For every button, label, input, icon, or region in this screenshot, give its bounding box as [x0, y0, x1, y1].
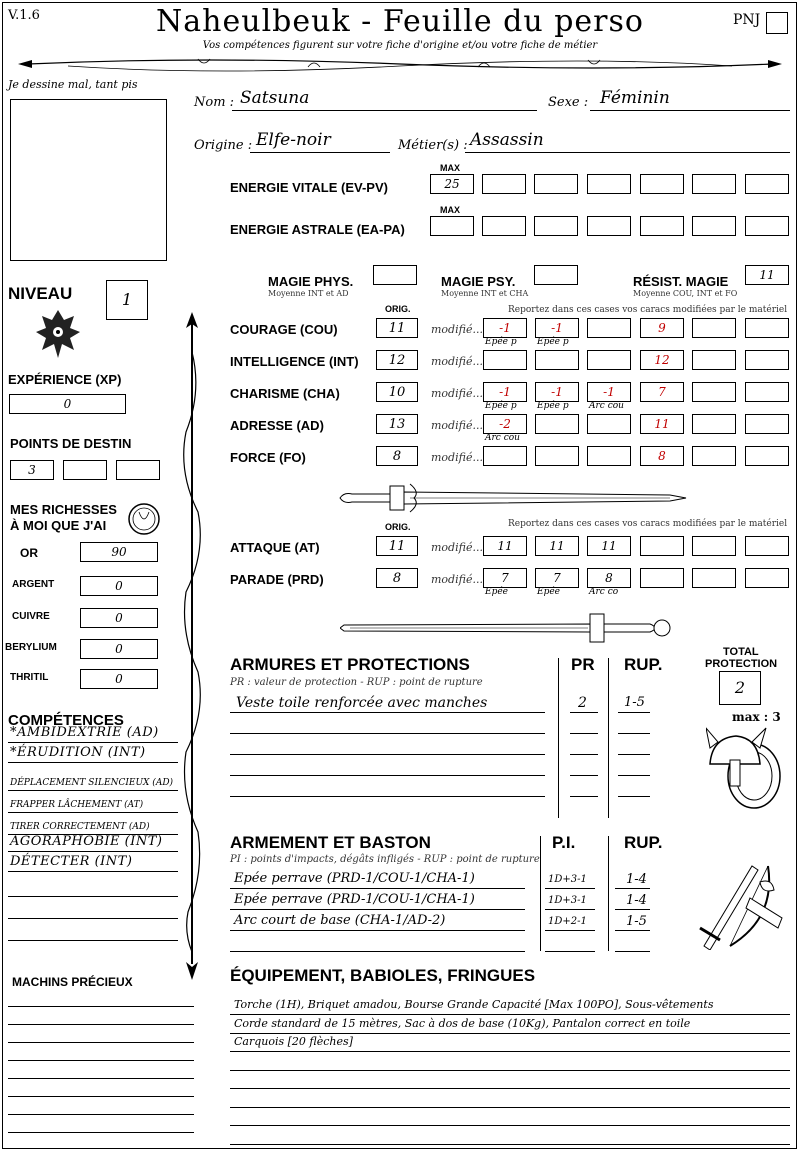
combat-modifie-label: modifié... — [431, 541, 483, 554]
competence-line — [8, 896, 178, 897]
max-label-ea: MAX — [440, 205, 460, 215]
caracs-orig-box[interactable]: 8 — [376, 446, 418, 466]
caracs-modifie-label: modifié... — [431, 355, 483, 368]
armures-col-rup: RUP. — [624, 655, 663, 674]
armures-divider-2 — [608, 658, 609, 818]
equipement-text[interactable]: Torche (1H), Briquet amadou, Bourse Grande Capacité [Max 100PO], Sous-vêtements — [234, 998, 714, 1011]
armure-pr-line — [570, 796, 598, 797]
caracs-mod-note: Epée p — [485, 401, 517, 411]
equipement-line — [230, 1144, 790, 1145]
nom-line — [232, 110, 537, 111]
caracs-mod-box[interactable] — [535, 414, 579, 434]
caracs-orig-box[interactable]: 11 — [376, 318, 418, 338]
caracs-orig-box[interactable]: 13 — [376, 414, 418, 434]
armement-divider-1 — [540, 836, 541, 951]
armement-rup[interactable]: 1-5 — [626, 914, 647, 929]
combat-mod-box[interactable] — [745, 536, 789, 556]
combat-orig-box[interactable]: 11 — [376, 536, 418, 556]
ev-box-5[interactable] — [640, 174, 684, 194]
caracs-mod-box[interactable] — [483, 446, 527, 466]
machin-line — [8, 1042, 194, 1043]
ev-box-6[interactable] — [692, 174, 736, 194]
total-protection-box[interactable]: 2 — [719, 671, 761, 705]
machin-line — [8, 1114, 194, 1115]
portrait-box[interactable] — [10, 99, 167, 261]
equipement-line — [230, 1070, 790, 1071]
helmet-shield-icon — [706, 724, 786, 810]
armement-divider-2 — [608, 836, 609, 951]
caracs-mod-box[interactable] — [692, 414, 736, 434]
armement-rup-line — [615, 888, 650, 889]
argent-label: ARGENT — [12, 579, 55, 590]
armement-pi-line — [545, 930, 595, 931]
nom-label: Nom : — [194, 95, 235, 110]
caracs-label: FORCE (FO) — [230, 450, 306, 465]
armement-name[interactable]: Epée perrave (PRD-1/COU-1/CHA-1) — [234, 871, 475, 886]
metier-line — [465, 152, 790, 153]
competence-item[interactable]: DÉPLACEMENT SILENCIEUX (AD) — [10, 778, 174, 788]
metier-value[interactable]: Assassin — [470, 130, 544, 150]
competence-line — [8, 918, 178, 919]
competence-item[interactable]: *ÉRUDITION (INT) — [10, 745, 146, 760]
carac-orig-label: ORIG. — [385, 304, 411, 314]
armement-pi[interactable]: 1D+2-1 — [548, 916, 587, 927]
thritil-label: THRITIL — [10, 672, 49, 683]
ev-label: ENERGIE VITALE (EV-PV) — [230, 180, 388, 195]
portrait-caption: Je dessine mal, tant pis — [8, 78, 138, 91]
caracs-modifie-label: modifié... — [431, 451, 483, 464]
caracs-label: INTELLIGENCE (INT) — [230, 354, 359, 369]
competence-line — [8, 790, 178, 791]
sheet-title: Naheulbeuk - Feuille du perso — [156, 4, 644, 39]
armure-rup-line — [618, 733, 650, 734]
combat-mod-box[interactable] — [692, 536, 736, 556]
sexe-label: Sexe : — [548, 95, 589, 110]
max-label-ev: MAX — [440, 163, 460, 173]
caracs-mod-box[interactable] — [587, 318, 631, 338]
max-protection-label: max : 3 — [732, 710, 781, 724]
caracs-mod-box[interactable] — [692, 382, 736, 402]
competence-item[interactable]: AGORAPHOBIE (INT) — [10, 834, 163, 849]
armure-rup[interactable]: 1-5 — [624, 695, 645, 710]
armure-rup-line — [618, 775, 650, 776]
combat-orig-label: ORIG. — [385, 522, 411, 532]
destin-label: POINTS DE DESTIN — [10, 436, 132, 451]
machin-line — [8, 1024, 194, 1025]
caracs-mod-box[interactable]: 9 — [640, 318, 684, 338]
armement-rup[interactable]: 1-4 — [626, 893, 647, 908]
armures-sub: PR : valeur de protection - RUP : point de rupture — [230, 677, 483, 688]
header-flourish — [8, 52, 792, 78]
caracs-mod-box[interactable] — [587, 350, 631, 370]
carac-note: Reportez dans ces cases vos caracs modifiées par le matériel — [508, 305, 788, 315]
coin-icon — [127, 502, 161, 536]
competence-item[interactable]: *AMBIDEXTRIE (AD) — [10, 725, 159, 740]
destin-box-1[interactable]: 3 — [10, 460, 54, 480]
combat-label: PARADE (PRD) — [230, 572, 324, 587]
caracs-mod-box[interactable] — [587, 446, 631, 466]
armure-line — [230, 796, 545, 797]
caracs-mod-box[interactable]: -2 — [483, 414, 527, 434]
combat-mod-box[interactable] — [745, 568, 789, 588]
caracs-mod-note: Epée p — [537, 337, 569, 347]
magie-phys-box[interactable] — [373, 265, 417, 285]
resist-magie-sub: Moyenne COU, INT et FO — [633, 289, 738, 298]
weapons-icon — [690, 858, 786, 950]
combat-label: ATTAQUE (AT) — [230, 540, 320, 555]
competence-line — [8, 762, 178, 763]
caracs-mod-box[interactable]: -1 — [483, 318, 527, 338]
combat-mod-box[interactable]: 8 — [587, 568, 631, 588]
caracs-mod-box[interactable]: -1 — [483, 382, 527, 402]
competence-item[interactable]: FRAPPER LÂCHEMENT (AT) — [10, 800, 144, 810]
argent-box[interactable]: 0 — [80, 576, 158, 596]
pnj-label: PNJ — [733, 12, 761, 28]
combat-mod-box[interactable]: 11 — [587, 536, 631, 556]
armure-pr-line — [570, 733, 598, 734]
caracs-mod-box[interactable] — [692, 318, 736, 338]
caracs-mod-box[interactable]: 12 — [640, 350, 684, 370]
caracs-modifie-label: modifié... — [431, 323, 483, 336]
origine-line — [250, 152, 390, 153]
ea-label: ENERGIE ASTRALE (EA-PA) — [230, 222, 405, 237]
armure-pr-line — [570, 754, 598, 755]
armure-pr-line — [570, 712, 598, 713]
combat-mod-box[interactable]: 7 — [535, 568, 579, 588]
combat-orig-box[interactable]: 8 — [376, 568, 418, 588]
ea-box-2[interactable] — [482, 216, 526, 236]
caracs-mod-box[interactable]: 8 — [640, 446, 684, 466]
caracs-orig-box[interactable]: 12 — [376, 350, 418, 370]
armement-pi-line — [545, 951, 595, 952]
ea-box-5[interactable] — [640, 216, 684, 236]
ev-box-2[interactable] — [482, 174, 526, 194]
armure-pr-line — [570, 775, 598, 776]
total-protection-label-1: TOTAL — [723, 646, 759, 658]
armement-name[interactable]: Epée perrave (PRD-1/COU-1/CHA-1) — [234, 892, 475, 907]
competence-item[interactable]: DÉTECTER (INT) — [10, 854, 133, 869]
ev-box-7[interactable] — [745, 174, 789, 194]
caracs-mod-box[interactable]: 11 — [640, 414, 684, 434]
caracs-mod-box[interactable] — [692, 350, 736, 370]
caracs-mod-box[interactable] — [745, 350, 789, 370]
ev-max-box[interactable]: 25 — [430, 174, 474, 194]
cuivre-label: CUIVRE — [12, 611, 50, 622]
ea-box-3[interactable] — [534, 216, 578, 236]
magie-psy-sub: Moyenne INT et CHA — [441, 289, 529, 298]
caracs-label: COURAGE (COU) — [230, 322, 338, 337]
armures-title: ARMURES ET PROTECTIONS — [230, 655, 470, 674]
caracs-modifie-label: modifié... — [431, 387, 483, 400]
competence-line — [8, 940, 178, 941]
experience-label: EXPÉRIENCE (XP) — [8, 372, 122, 387]
armures-divider-1 — [558, 658, 559, 818]
destin-box-3[interactable] — [116, 460, 160, 480]
ea-box-4[interactable] — [587, 216, 631, 236]
armure-pr[interactable]: 2 — [578, 695, 587, 711]
pnj-checkbox[interactable] — [766, 12, 788, 34]
caracs-mod-box[interactable] — [745, 414, 789, 434]
armement-pi[interactable]: 1D+3-1 — [548, 874, 587, 885]
niveau-box[interactable]: 1 — [106, 280, 148, 320]
armement-title: ARMEMENT ET BASTON — [230, 833, 431, 852]
combat-mod-box[interactable]: 7 — [483, 568, 527, 588]
sword-ornament-1 — [330, 480, 690, 516]
magie-psy-label: MAGIE PSY. — [441, 274, 516, 289]
caracs-mod-box[interactable] — [745, 382, 789, 402]
armure-line — [230, 754, 545, 755]
spear-ornament — [180, 312, 204, 980]
metier-label: Métier(s) : — [398, 138, 468, 153]
cuivre-box[interactable]: 0 — [80, 608, 158, 628]
dragon-icon — [34, 306, 82, 362]
origine-value[interactable]: Elfe-noir — [256, 130, 331, 150]
combat-mod-box[interactable]: 11 — [483, 536, 527, 556]
machin-line — [8, 1060, 194, 1061]
armure-rup-line — [618, 712, 650, 713]
caracs-orig-box[interactable]: 10 — [376, 382, 418, 402]
armement-col-rup: RUP. — [624, 833, 663, 852]
competence-line — [8, 871, 178, 872]
machin-line — [8, 1096, 194, 1097]
caracs-mod-box[interactable] — [535, 446, 579, 466]
armement-rup[interactable]: 1-4 — [626, 872, 647, 887]
caracs-mod-box[interactable] — [483, 350, 527, 370]
caracs-label: ADRESSE (AD) — [230, 418, 324, 433]
sexe-line — [590, 110, 790, 111]
caracs-mod-box[interactable] — [692, 446, 736, 466]
machin-line — [8, 1078, 194, 1079]
caracs-mod-note: Epée p — [537, 401, 569, 411]
combat-modifie-label: modifié... — [431, 573, 483, 586]
equipement-line — [230, 1125, 790, 1126]
richesses-label-1: MES RICHESSES — [10, 502, 117, 517]
armement-line — [230, 930, 525, 931]
niveau-label: NIVEAU — [8, 284, 73, 303]
combat-mod-note: Epée — [485, 587, 508, 597]
caracs-mod-note: Arc cou — [589, 401, 624, 411]
caracs-label: CHARISME (CHA) — [230, 386, 340, 401]
magie-phys-label: MAGIE PHYS. — [268, 274, 354, 289]
competence-line — [8, 851, 178, 852]
sword-ornament-2 — [340, 610, 680, 646]
equipement-line — [230, 1051, 790, 1052]
caracs-mod-box[interactable] — [535, 350, 579, 370]
or-box[interactable]: 90 — [80, 542, 158, 562]
sheet-subtitle: Vos compétences figurent sur votre fiche d'origine et/ou votre fiche de métier — [202, 40, 598, 51]
version-label: V.1.6 — [8, 8, 40, 23]
magie-psy-box[interactable] — [534, 265, 578, 285]
combat-note: Reportez dans ces cases vos caracs modifiées par le matériel — [508, 519, 788, 529]
caracs-mod-box[interactable]: -1 — [587, 382, 631, 402]
competences-label: COMPÉTENCES — [8, 712, 124, 729]
equipement-text[interactable]: Corde standard de 15 mètres, Sac à dos de base (10Kg), Pantalon correct en toile — [234, 1016, 691, 1030]
or-label: OR — [20, 546, 38, 560]
equipement-line — [230, 1107, 790, 1108]
destin-box-2[interactable] — [63, 460, 107, 480]
ev-box-3[interactable] — [534, 174, 578, 194]
armement-pi-line — [545, 909, 595, 910]
armure-rup-line — [618, 754, 650, 755]
caracs-modifie-label: modifié... — [431, 419, 483, 432]
equipement-line — [230, 1088, 790, 1089]
berylium-label: BERYLIUM — [5, 642, 57, 653]
caracs-mod-box[interactable] — [745, 318, 789, 338]
caracs-mod-box[interactable]: 7 — [640, 382, 684, 402]
ea-box-7[interactable] — [745, 216, 789, 236]
ev-box-4[interactable] — [587, 174, 631, 194]
armure-line — [230, 775, 545, 776]
origine-label: Origine : — [194, 138, 253, 153]
competence-item[interactable]: TIRER CORRECTEMENT (AD) — [10, 822, 150, 832]
competence-line — [8, 812, 178, 813]
armement-name[interactable]: Arc court de base (CHA-1/AD-2) — [234, 913, 446, 928]
richesses-label-2: À MOI QUE J'AI — [10, 518, 107, 533]
armement-line — [230, 888, 525, 889]
berylium-box[interactable]: 0 — [80, 639, 158, 659]
equipement-line — [230, 1014, 790, 1015]
competence-line — [8, 742, 178, 743]
combat-mod-box[interactable] — [640, 536, 684, 556]
machins-label: MACHINS PRÉCIEUX — [12, 975, 133, 989]
machin-line — [8, 1006, 194, 1007]
equipement-text[interactable]: Carquois [20 flèches] — [234, 1035, 353, 1048]
armures-col-pr: PR — [571, 655, 595, 674]
armement-rup-line — [615, 951, 650, 952]
sexe-value[interactable]: Féminin — [600, 88, 670, 108]
caracs-mod-note: Arc cou — [485, 433, 520, 443]
equipement-title: ÉQUIPEMENT, BABIOLES, FRINGUES — [230, 966, 536, 985]
magie-phys-sub: Moyenne INT et AD — [268, 289, 349, 298]
armement-line — [230, 909, 525, 910]
experience-box[interactable]: 0 — [9, 394, 126, 414]
resist-magie-label: RÉSIST. MAGIE — [633, 274, 729, 289]
ea-box-6[interactable] — [692, 216, 736, 236]
armement-rup-line — [615, 909, 650, 910]
caracs-mod-box[interactable] — [587, 414, 631, 434]
combat-mod-box[interactable] — [640, 568, 684, 588]
thritil-box[interactable]: 0 — [80, 669, 158, 689]
armement-pi[interactable]: 1D+3-1 — [548, 895, 587, 906]
armement-pi-line — [545, 888, 595, 889]
armement-sub: PI : points d'impacts, dégâts infligés - RUP : point de rupture — [230, 854, 540, 865]
armement-line — [230, 951, 525, 952]
armure-name[interactable]: Veste toile renforcée avec manches — [236, 695, 488, 711]
nom-value[interactable]: Satsuna — [240, 88, 310, 108]
combat-mod-note: Epée — [537, 587, 560, 597]
armure-line — [230, 733, 545, 734]
combat-mod-box[interactable]: 11 — [535, 536, 579, 556]
resist-magie-box[interactable]: 11 — [745, 265, 789, 285]
machin-line — [8, 1132, 194, 1133]
caracs-mod-box[interactable]: -1 — [535, 318, 579, 338]
combat-mod-note: Arc co — [589, 587, 619, 597]
total-protection-label-2: PROTECTION — [705, 658, 778, 670]
armure-rup-line — [618, 796, 650, 797]
armure-line — [230, 712, 545, 713]
caracs-mod-box[interactable]: -1 — [535, 382, 579, 402]
combat-mod-box[interactable] — [692, 568, 736, 588]
caracs-mod-box[interactable] — [745, 446, 789, 466]
equipement-line — [230, 1033, 790, 1034]
caracs-mod-note: Epée p — [485, 337, 517, 347]
armement-rup-line — [615, 930, 650, 931]
armement-col-pi: P.I. — [552, 833, 576, 852]
ea-max-box[interactable] — [430, 216, 474, 236]
